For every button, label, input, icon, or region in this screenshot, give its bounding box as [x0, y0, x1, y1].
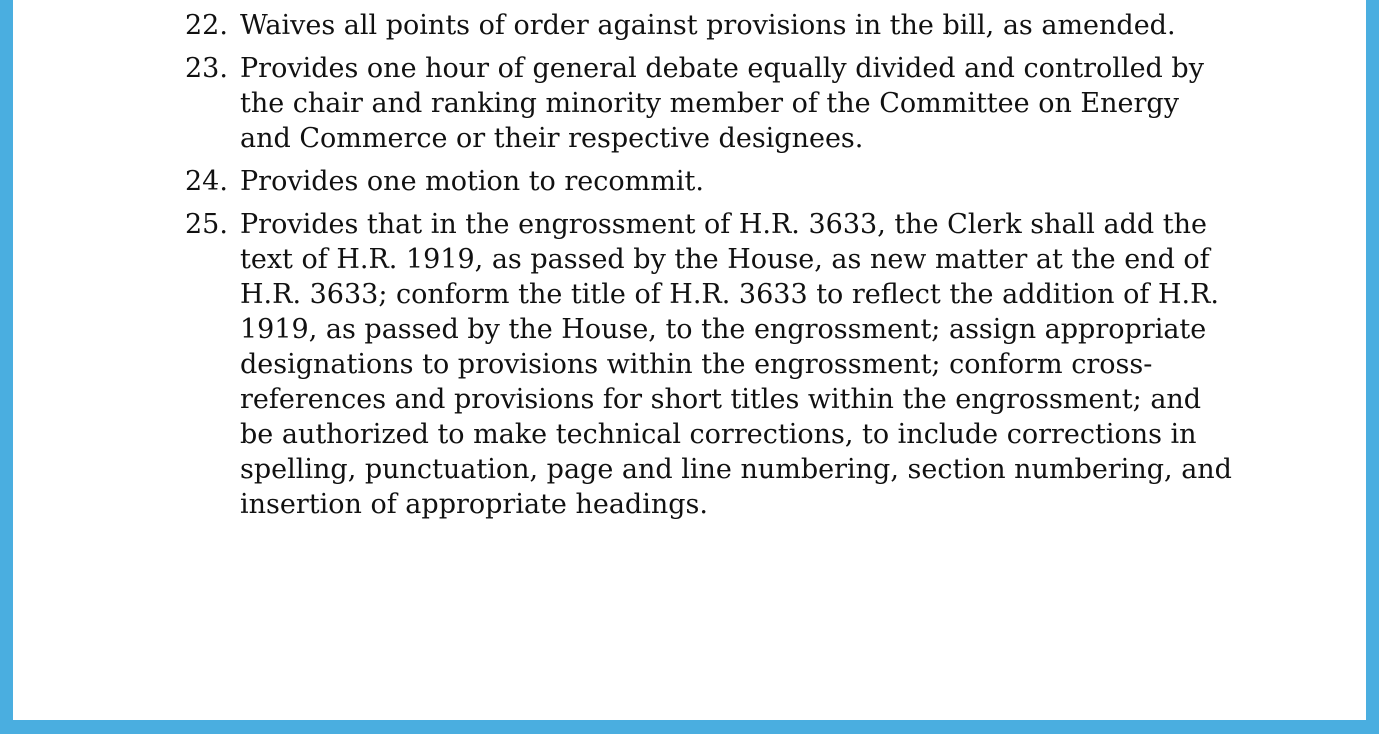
- list-item: [173, 8, 1233, 43]
- item-text: Provides one motion to recommit.: [240, 166, 704, 197]
- item-number: 25.: [185, 209, 228, 240]
- item-text: Waives all points of order against provisions in the bill, as amended.: [240, 10, 1176, 41]
- list-item: [173, 51, 1233, 156]
- item-number: 23.: [185, 53, 228, 84]
- item-text: Provides one hour of general debate equally divided and controlled by the chair and ranking minority member of the Committee on Energy and Commerce or their respective designees.: [240, 53, 1204, 154]
- item-number: 24.: [185, 166, 228, 197]
- item-text: Provides that in the engrossment of H.R. 3633, the Clerk shall add the text of H.R. 1919, as passed by the House, as new matter at the end of H.R. 3633; conform the title of H.R. 3633 to reflect the addition of H.R. 1919, as passed by the House, to the engrossment; assign appropriate designations to provisions within the engrossment; conform cross-references and provisions for short titles within the engrossment; and be authorized to make technical corrections, to include corrections in spelling, punctuation, page and line numbering, section numbering, and insertion of appropriate headings.: [240, 209, 1232, 520]
- provisions-list: [173, 0, 1233, 530]
- item-number: 22.: [185, 10, 228, 41]
- list-item: [173, 207, 1233, 522]
- list-item: [173, 164, 1233, 199]
